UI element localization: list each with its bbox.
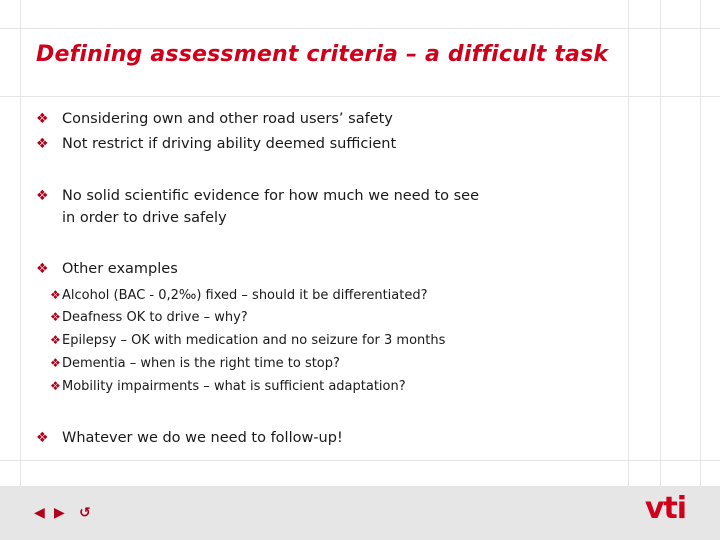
- sub-bullet-item: [50, 375, 406, 398]
- diamond-bullet-icon: ❖: [50, 288, 61, 302]
- sub-bullet-item: [50, 306, 248, 329]
- diamond-bullet-icon: ❖: [50, 356, 61, 370]
- diamond-bullet-icon: ❖: [36, 136, 49, 152]
- bullet-text: Considering own and other road users’ safety: [62, 111, 393, 127]
- grid-line: [20, 0, 21, 486]
- sub-bullet-text: Mobility impairments – what is sufficient adaptation?: [62, 379, 406, 394]
- bullet-item: [36, 133, 396, 155]
- bullet-text-line: in order to drive safely: [62, 210, 227, 226]
- sub-bullet-item: [50, 352, 340, 375]
- previous-slide-icon[interactable]: ◀: [34, 505, 45, 521]
- sub-bullet-item: [50, 329, 445, 352]
- bullet-text: [62, 185, 479, 229]
- bullet-text: Not restrict if driving ability deemed sufficient: [62, 136, 397, 152]
- bullet-item: [36, 185, 479, 229]
- grid-line: [0, 28, 720, 29]
- grid-line: [0, 460, 720, 461]
- diamond-bullet-icon: ❖: [50, 333, 61, 347]
- bullet-item: [36, 427, 343, 449]
- bullet-text: Other examples: [62, 261, 178, 277]
- bullet-text: Whatever we do we need to follow-up!: [62, 430, 343, 446]
- diamond-bullet-icon: ❖: [36, 261, 49, 277]
- diamond-bullet-icon: ❖: [50, 310, 61, 324]
- bullet-item: [36, 258, 178, 280]
- diamond-bullet-icon: ❖: [50, 379, 61, 393]
- return-icon[interactable]: ↺: [79, 505, 91, 521]
- grid-line: [628, 0, 629, 486]
- grid-line: [660, 0, 661, 486]
- diamond-bullet-icon: ❖: [36, 188, 49, 204]
- sub-bullet-text: Deafness OK to drive – why?: [62, 310, 248, 325]
- vti-logo: vti: [644, 491, 686, 526]
- sub-bullet-text: Epilepsy – OK with medication and no seizure for 3 months: [62, 333, 446, 348]
- grid-line: [0, 96, 720, 97]
- grid-line: [700, 0, 701, 486]
- diamond-bullet-icon: ❖: [36, 111, 49, 127]
- sub-bullet-text: Dementia – when is the right time to stop?: [62, 356, 340, 371]
- bullet-text-line: No solid scientific evidence for how much we need to see: [62, 188, 480, 204]
- slide-footer: [0, 486, 720, 540]
- diamond-bullet-icon: ❖: [36, 430, 49, 446]
- bullet-item: [36, 108, 393, 130]
- slide-title: Defining assessment criteria – a difficult task: [36, 42, 609, 67]
- next-slide-icon[interactable]: ▶: [54, 505, 65, 521]
- sub-bullet-item: [50, 284, 428, 307]
- sub-bullet-text: Alcohol (BAC - 0,2‰) fixed – should it be differentiated?: [62, 288, 428, 303]
